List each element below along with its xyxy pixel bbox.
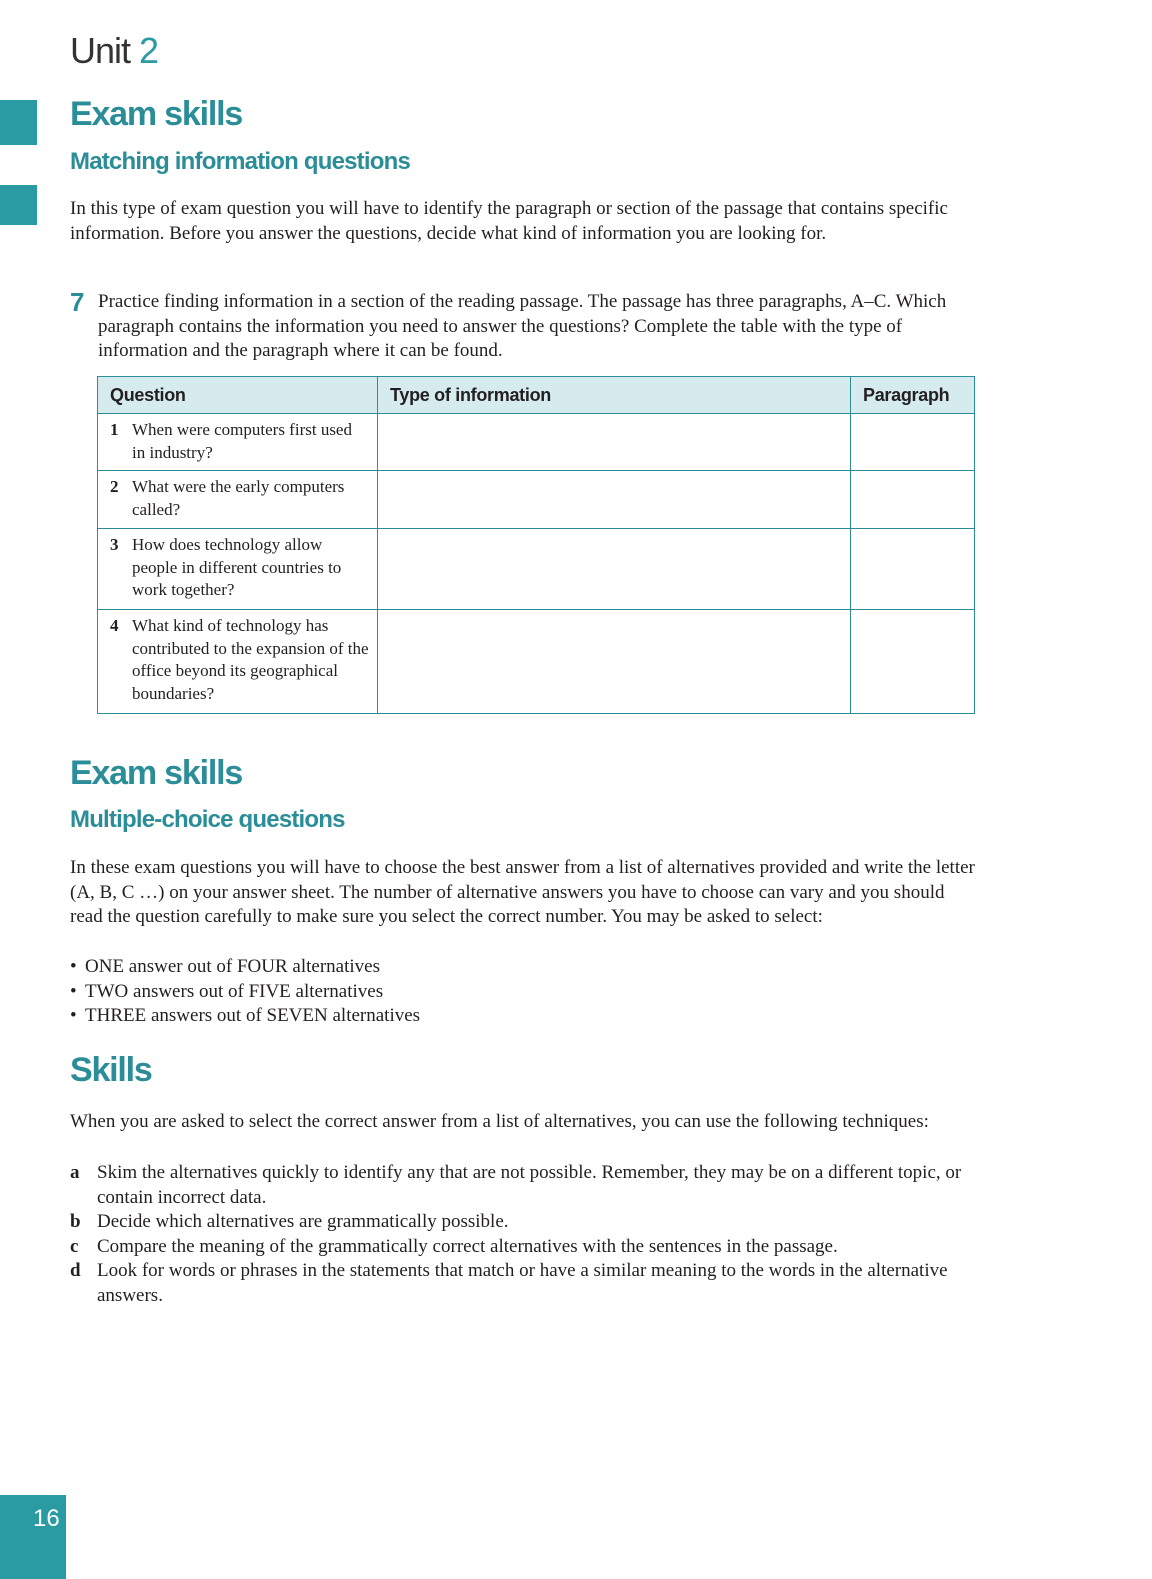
techniques-list	[70, 1161, 975, 1308]
selection-options-list	[70, 955, 420, 1029]
table-row	[98, 529, 975, 610]
question-number: 3	[110, 535, 119, 554]
unit-number: 2	[139, 30, 159, 71]
technique-letter: b	[70, 1211, 81, 1232]
unit-label: Unit	[70, 30, 131, 71]
list-item	[70, 980, 420, 1005]
section-heading-skills: Skills	[70, 1051, 152, 1089]
question-cell	[98, 610, 378, 714]
table-row	[98, 610, 975, 714]
technique-text: Compare the meaning of the grammatically correct alternatives with the sentences in the passage.	[97, 1235, 838, 1257]
question-text: What kind of technology has contributed to the expansion of the office beyond its geographical boundaries?	[132, 616, 369, 703]
technique-letter: c	[70, 1235, 79, 1257]
type-of-information-answer-cell[interactable]	[378, 610, 851, 714]
technique-letter: d	[70, 1260, 81, 1281]
list-item-text: ONE answer out of FOUR alternatives	[85, 956, 380, 977]
skills-intro-paragraph: When you are asked to select the correct answer from a list of alternatives, you can use the following techniques:	[70, 1111, 929, 1132]
question-number: 4	[110, 616, 119, 635]
type-of-information-answer-cell[interactable]	[378, 414, 851, 471]
technique-text: Decide which alternatives are grammatically possible.	[97, 1211, 509, 1232]
list-item-text: THREE answers out of SEVEN alternatives	[85, 1005, 421, 1026]
exercise-instructions: Practice finding information in a section of the reading passage. The passage has three paragraphs, A–C. Which paragraph contains the information you need to answer the questions? Complete the table with the type of information and the paragraph where it can be found.	[98, 291, 947, 361]
table-header-row	[98, 377, 975, 414]
question-text: When were computers first used in industry?	[132, 420, 352, 462]
header-question: Question	[98, 377, 378, 414]
header-type-of-information: Type of information	[378, 377, 851, 414]
question-number: 2	[110, 477, 119, 496]
matching-intro-paragraph: In this type of exam question you will have to identify the paragraph or section of the passage that contains specific information. Before you answer the questions, decide what kind of information you are looking for.	[70, 198, 948, 244]
paragraph-answer-cell[interactable]	[851, 471, 975, 529]
bullet-icon: •	[70, 1005, 77, 1026]
multiple-choice-intro-paragraph: In these exam questions you will have to choose the best answer from a list of alternatives provided and write the letter (A, B, C …) on your answer sheet. The number of alternative answers you have to choose can vary and you should read the question carefully to make sure you select the correct number. You may be asked to select:	[70, 857, 975, 927]
paragraph-answer-cell[interactable]	[851, 414, 975, 471]
list-item	[70, 955, 420, 980]
type-of-information-answer-cell[interactable]	[378, 529, 851, 610]
page-number: 16	[33, 1505, 60, 1532]
side-tab-marker	[0, 100, 37, 145]
list-item	[70, 1004, 420, 1029]
list-item	[70, 1161, 975, 1210]
exercise-number: 7	[70, 287, 85, 317]
list-item	[70, 1259, 975, 1308]
list-item	[70, 1235, 975, 1260]
page-number-tab	[0, 1495, 66, 1579]
subheading-multiple-choice: Multiple-choice questions	[70, 806, 345, 833]
list-item	[70, 1210, 975, 1235]
table-row	[98, 471, 975, 529]
technique-text: Look for words or phrases in the statements that match or have a similar meaning to the words in the alternative answers.	[97, 1260, 948, 1306]
technique-letter: a	[70, 1162, 80, 1183]
question-cell	[98, 471, 378, 529]
subheading-matching-information: Matching information questions	[70, 148, 410, 175]
section-heading-exam-skills: Exam skills	[70, 95, 243, 133]
paragraph-answer-cell[interactable]	[851, 610, 975, 714]
section-heading-exam-skills: Exam skills	[70, 754, 243, 792]
information-table	[97, 376, 975, 714]
side-tab-marker	[0, 185, 37, 225]
bullet-icon: •	[70, 980, 77, 1002]
question-text: How does technology allow people in different countries to work together?	[132, 535, 342, 599]
question-cell	[98, 529, 378, 610]
question-cell	[98, 414, 378, 471]
bullet-icon: •	[70, 956, 77, 977]
technique-text: Skim the alternatives quickly to identify any that are not possible. Remember, they may be on a different topic, or contain incorrect data.	[97, 1162, 962, 1208]
unit-title	[70, 30, 158, 72]
question-number: 1	[110, 420, 119, 439]
type-of-information-answer-cell[interactable]	[378, 471, 851, 529]
paragraph-answer-cell[interactable]	[851, 529, 975, 610]
question-text: What were the early computers called?	[132, 477, 345, 519]
table-row	[98, 414, 975, 471]
header-paragraph: Paragraph	[851, 377, 975, 414]
list-item-text: TWO answers out of FIVE alternatives	[85, 980, 384, 1002]
